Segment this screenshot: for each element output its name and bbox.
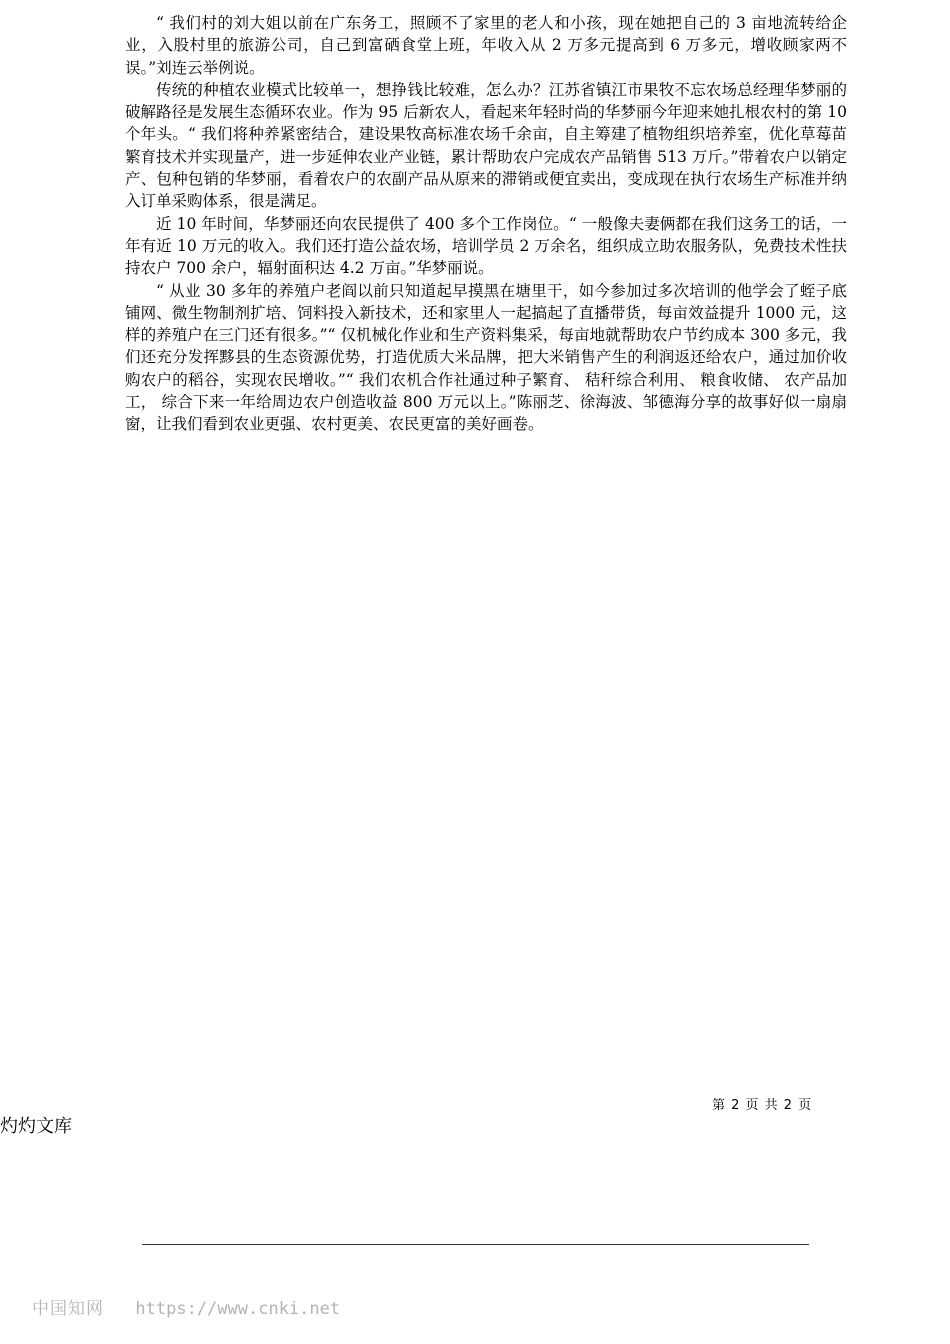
article-paragraph-4: “ 从业 30 多年的养殖户老阎以前只知道起早摸黑在塘里干，如今参加过多次培训的他学会了蛭子底铺网、微生物制剂扩培、饲料投入新技术，还和家里人一起搞起了直播带货，每亩效益提升 1000 元，这样的养殖户在三门还有很多。”“ 仅机械化作业和生产资料集采，每亩地就帮助农户节约成本 300 多元，我们还充分发挥黟县的生态资源优势，打造优质大米品牌，把大米销售产生的利润返还给农户，通过加价收购农户的稻谷，实现农民增收。”“ 我们农机合作社通过种子繁育、 秸秆综合利用、 粮食收储、 农产品加工， 综合下来一年给周边农户创造收益 800 万元以上。”陈丽芝、徐海波、邹德海分享的故事好似一扇扇窗，让我们看到农业更强、农村更美、农民更富的美好画卷。 bbox=[125, 281, 847, 434]
cnki-watermark bbox=[32, 1294, 340, 1319]
footer-divider bbox=[142, 1244, 809, 1245]
article-paragraph-1: “ 我们村的刘大姐以前在广东务工，照顾不了家里的老人和小孩，现在她把自己的 3 亩地流转给企业，入股村里的旅游公司，自己到富硒食堂上班，年收入从 2 万多元提高到 6 万多元，增收顾家两不误。”刘连云举例说。 bbox=[125, 14, 847, 77]
watermark-name: 中国知网 bbox=[32, 1299, 104, 1319]
page-number: 第 2 页 共 2 页 bbox=[712, 1098, 813, 1113]
watermark-url: https://www.cnki.net bbox=[135, 1299, 341, 1319]
article-paragraph-3: 近 10 年时间，华梦丽还向农民提供了 400 多个工作岗位。“ 一般像夫妻俩都在我们这务工的话，一年有近 10 万元的收入。我们还打造公益农场，培训学员 2 万余名，组织成立助农服务队，免费技术性扶持农户 700 余户，辐射面积达 4.2 万亩。”华梦丽说。 bbox=[125, 214, 847, 278]
article-body bbox=[125, 12, 847, 436]
article-paragraph-2: 传统的种植农业模式比较单一，想挣钱比较难，怎么办？江苏省镇江市果牧不忘农场总经理华梦丽的破解路径是发展生态循环农业。作为 95 后新农人，看起来年轻时尚的华梦丽今年迎来她扎根农村的第 10 个年头。“ 我们将种养紧密结合，建设果牧高标准农场千余亩，自主筹建了植物组织培养室，优化草莓苗繁育技术并实现量产，进一步延伸农业产业链，累计帮助农户完成农产品销售 513 万斤。”带着农户以销定产、包种包销的华梦丽，看着农户的农副产品从原来的滞销或便宜卖出，变成现在执行农场生产标准并纳入订单采购体系，很是满足。 bbox=[125, 80, 847, 211]
library-name: 灼灼文库 bbox=[0, 1116, 72, 1137]
